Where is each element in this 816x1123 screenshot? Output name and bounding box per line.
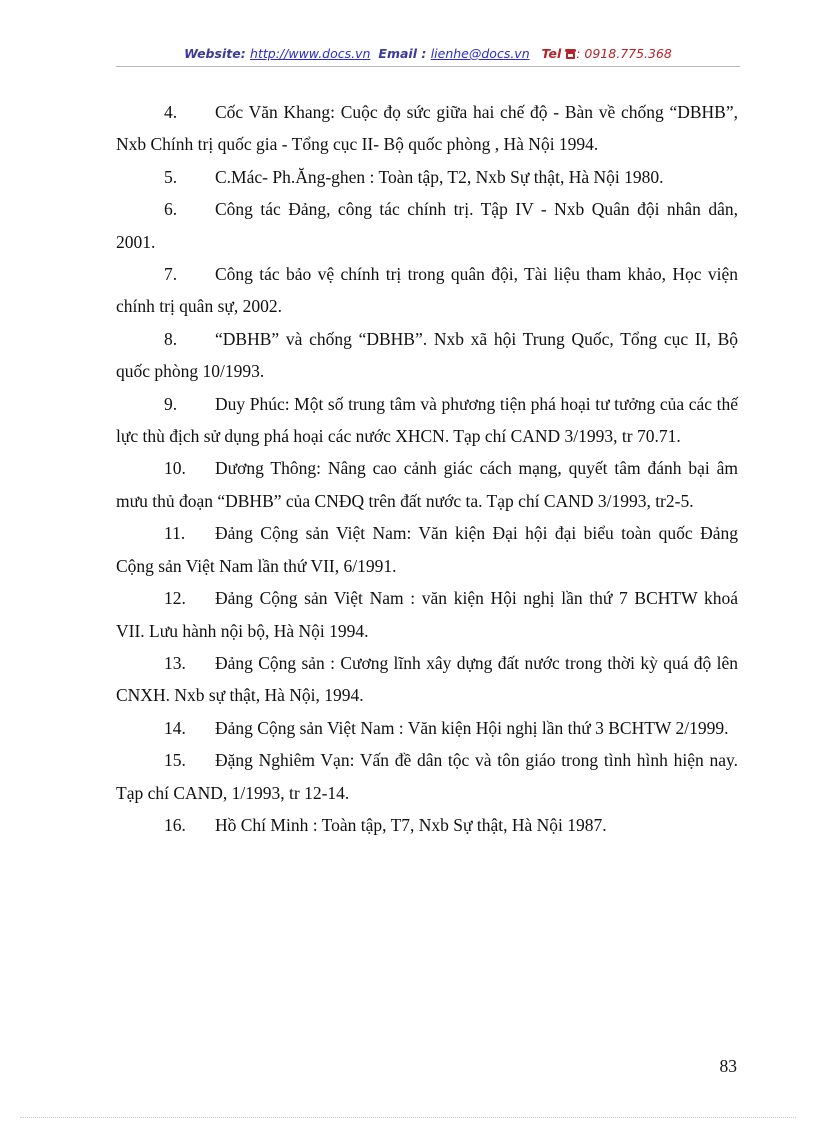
- reference-item: [116, 712, 738, 744]
- reference-item: [116, 809, 738, 841]
- reference-number: 14.: [164, 717, 186, 738]
- reference-number: 6.: [164, 199, 178, 220]
- reference-text: Cốc Văn Khang: Cuộc đọ sức giữa hai chế độ - Bàn về chống “DBHB”, Nxb Chính trị quốc gia - Tổng cục II- Bộ quốc phòng , Hà Nội 1994.: [116, 102, 738, 155]
- reference-text: C.Mác- Ph.Ăng-ghen : Toàn tập, T2, Nxb Sự thật, Hà Nội 1980.: [215, 166, 664, 187]
- reference-item: [116, 193, 738, 258]
- reference-text: Đảng Cộng sản : Cương lĩnh xây dựng đất nước trong thời kỳ quá độ lên CNXH. Nxb sự thật, Hà Nội, 1994.: [116, 652, 738, 706]
- reference-text: Đảng Cộng sản Việt Nam: Văn kiện Đại hội đại biểu toàn quốc Đảng Cộng sản Việt Nam lần thứ VII, 6/1991.: [116, 523, 738, 576]
- reference-item: [116, 96, 738, 161]
- email-label: Email: [378, 46, 417, 61]
- reference-item: [116, 161, 738, 193]
- reference-item: [116, 582, 738, 647]
- reference-item: [116, 452, 738, 517]
- reference-number: 7.: [164, 264, 178, 285]
- reference-number: 11.: [164, 523, 186, 544]
- reference-text: Công tác bảo vệ chính trị trong quân đội, Tài liệu tham khảo, Học viện chính trị quân sự, 2002.: [116, 264, 738, 317]
- page-header: [116, 46, 740, 67]
- reference-text: Đảng Cộng sản Việt Nam : Văn kiện Hội nghị lần thứ 3 BCHTW 2/1999.: [215, 717, 729, 738]
- reference-number: 16.: [164, 814, 186, 835]
- website-separator: :: [240, 46, 251, 61]
- reference-number: 4.: [164, 102, 178, 122]
- tel-label: Tel: [541, 46, 562, 61]
- reference-text: Hồ Chí Minh : Toàn tập, T7, Nxb Sự thật, Hà Nội 1987.: [215, 814, 607, 835]
- reference-text: “DBHB” và chống “DBHB”. Nxb xã hội Trung Quốc, Tổng cục II, Bộ quốc phòng 10/1993.: [116, 328, 738, 382]
- reference-number: 12.: [164, 588, 186, 609]
- tel-value: 0918.775.368: [584, 46, 672, 61]
- reference-number: 10.: [164, 458, 186, 479]
- reference-item: [116, 323, 738, 388]
- reference-text: Duy Phúc: Một số trung tâm và phương tiện phá hoại tư tưởng của các thế lực thù địch sử dụng phá hoại các nước XHCN. Tạp chí CAND 3/1993, tr 70.71.: [116, 393, 738, 447]
- reference-text: Đảng Cộng sản Việt Nam : văn kiện Hội nghị lần thứ 7 BCHTW khoá VII. Lưu hành nội bộ, Hà Nội 1994.: [116, 588, 738, 641]
- reference-item: [116, 258, 738, 323]
- reference-number: 8.: [164, 328, 178, 349]
- reference-list: [116, 96, 738, 841]
- reference-item: [116, 744, 738, 809]
- reference-text: Đặng Nghiêm Vạn: Vấn đề dân tộc và tôn giáo trong tình hình hiện nay. Tạp chí CAND, 1/1993, tr 12-14.: [116, 750, 738, 803]
- email-link[interactable]: lienhe@docs.vn: [430, 46, 530, 61]
- reference-item: [116, 388, 738, 453]
- reference-number: 5.: [164, 166, 178, 187]
- email-separator: :: [416, 46, 431, 61]
- website-link[interactable]: http://www.docs.vn: [250, 46, 371, 61]
- website-label: Website: [184, 46, 241, 61]
- reference-number: 9.: [164, 393, 178, 414]
- reference-text: Công tác Đảng, công tác chính trị. Tập IV - Nxb Quân đội nhân dân, 2001.: [116, 199, 738, 252]
- reference-number: 15.: [164, 750, 186, 771]
- reference-number: 13.: [164, 652, 186, 673]
- reference-text: Dương Thông: Nâng cao cảnh giác cách mạng, quyết tâm đánh bại âm mưu thủ đoạn “DBHB” của CNĐQ trên đất nước ta. Tạp chí CAND 3/1993, tr2-5.: [116, 458, 738, 511]
- footer-divider: [20, 1117, 796, 1118]
- page-number: 83: [719, 1056, 737, 1076]
- reference-item: [116, 647, 738, 712]
- tel-separator: :: [576, 46, 585, 61]
- phone-icon: [565, 47, 576, 57]
- reference-item: [116, 517, 738, 582]
